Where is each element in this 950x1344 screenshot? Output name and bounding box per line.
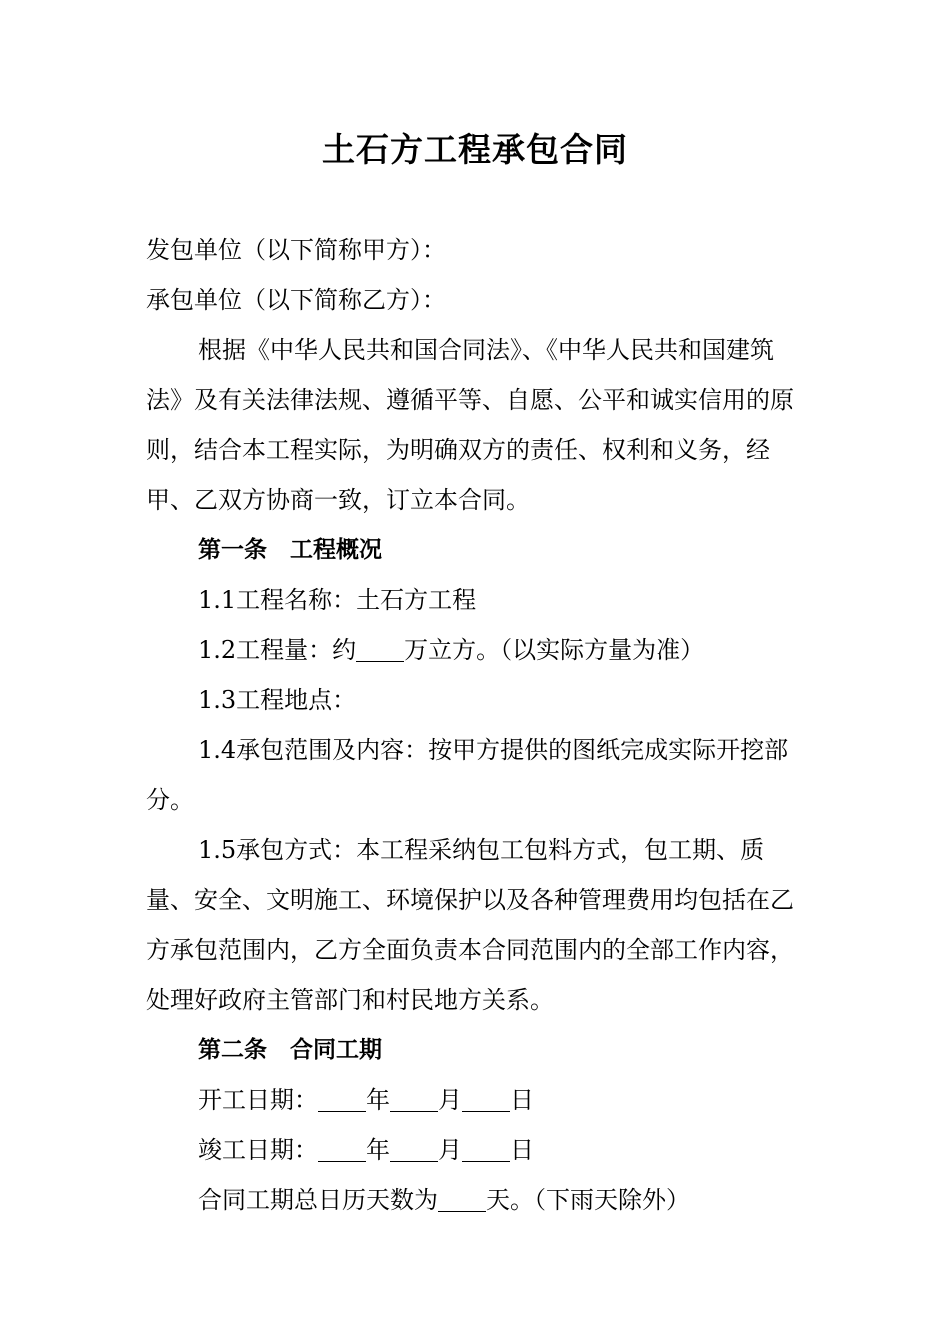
document-body: [146, 225, 806, 1225]
duration-line: [146, 1175, 806, 1225]
start-month-unit: 月: [438, 1086, 462, 1114]
start-year-blank: [318, 1081, 366, 1112]
start-day-unit: 日: [510, 1086, 534, 1114]
end-year-unit: 年: [366, 1136, 390, 1164]
item-1-1: 1.1工程名称：土石方工程: [198, 586, 477, 614]
item-1-5: 1.5承包方式：本工程采纳包工包料方式，包工期、质量、安全、文明施工、环境保护以及各种管理费用均包括在乙方承包范围内，乙方全面负责本合同范围内的全部工作内容，处理好政府主管部门和村民地方关系。: [146, 836, 794, 1014]
item-1-4: 1.4承包范围及内容：按甲方提供的图纸完成实际开挖部分。: [146, 736, 789, 814]
end-date-label: 竣工日期：: [198, 1136, 318, 1164]
end-date-line: [146, 1125, 806, 1175]
item-1-2-unit: 万立方。（以实际方量为准）: [404, 636, 705, 664]
quantity-blank: [356, 631, 404, 662]
article1-heading: 第一条 工程概况: [198, 537, 382, 563]
item-1-2: [146, 625, 806, 675]
start-year-unit: 年: [366, 1086, 390, 1114]
duration-blank: [438, 1181, 486, 1212]
end-month-blank: [390, 1131, 438, 1162]
party-a-line: 发包单位（以下简称甲方）：: [146, 236, 446, 264]
duration-unit: 天。（下雨天除外）: [486, 1186, 690, 1214]
end-day-blank: [462, 1131, 510, 1162]
article2-heading: 第二条 合同工期: [198, 1037, 382, 1063]
intro-paragraph: 根据《中华人民共和国合同法》、《中华人民共和国建筑法》及有关法律法规、遵循平等、自愿、公平和诚实信用的原则，结合本工程实际，为明确双方的责任、权利和义务，经甲、乙双方协商一致，订立本合同。: [146, 336, 794, 514]
start-date-label: 开工日期：: [198, 1086, 318, 1114]
item-1-3: 1.3工程地点：: [198, 686, 357, 714]
end-month-unit: 月: [438, 1136, 462, 1164]
party-b-line: 承包单位（以下简称乙方）：: [146, 286, 446, 314]
page-title: 土石方工程承包合同: [322, 130, 628, 169]
end-day-unit: 日: [510, 1136, 534, 1164]
item-1-2-label: 1.2工程量：约: [198, 636, 357, 664]
start-month-blank: [390, 1081, 438, 1112]
start-day-blank: [462, 1081, 510, 1112]
duration-label: 合同工期总日历天数为: [198, 1186, 438, 1214]
end-year-blank: [318, 1131, 366, 1162]
start-date-line: [146, 1075, 806, 1125]
